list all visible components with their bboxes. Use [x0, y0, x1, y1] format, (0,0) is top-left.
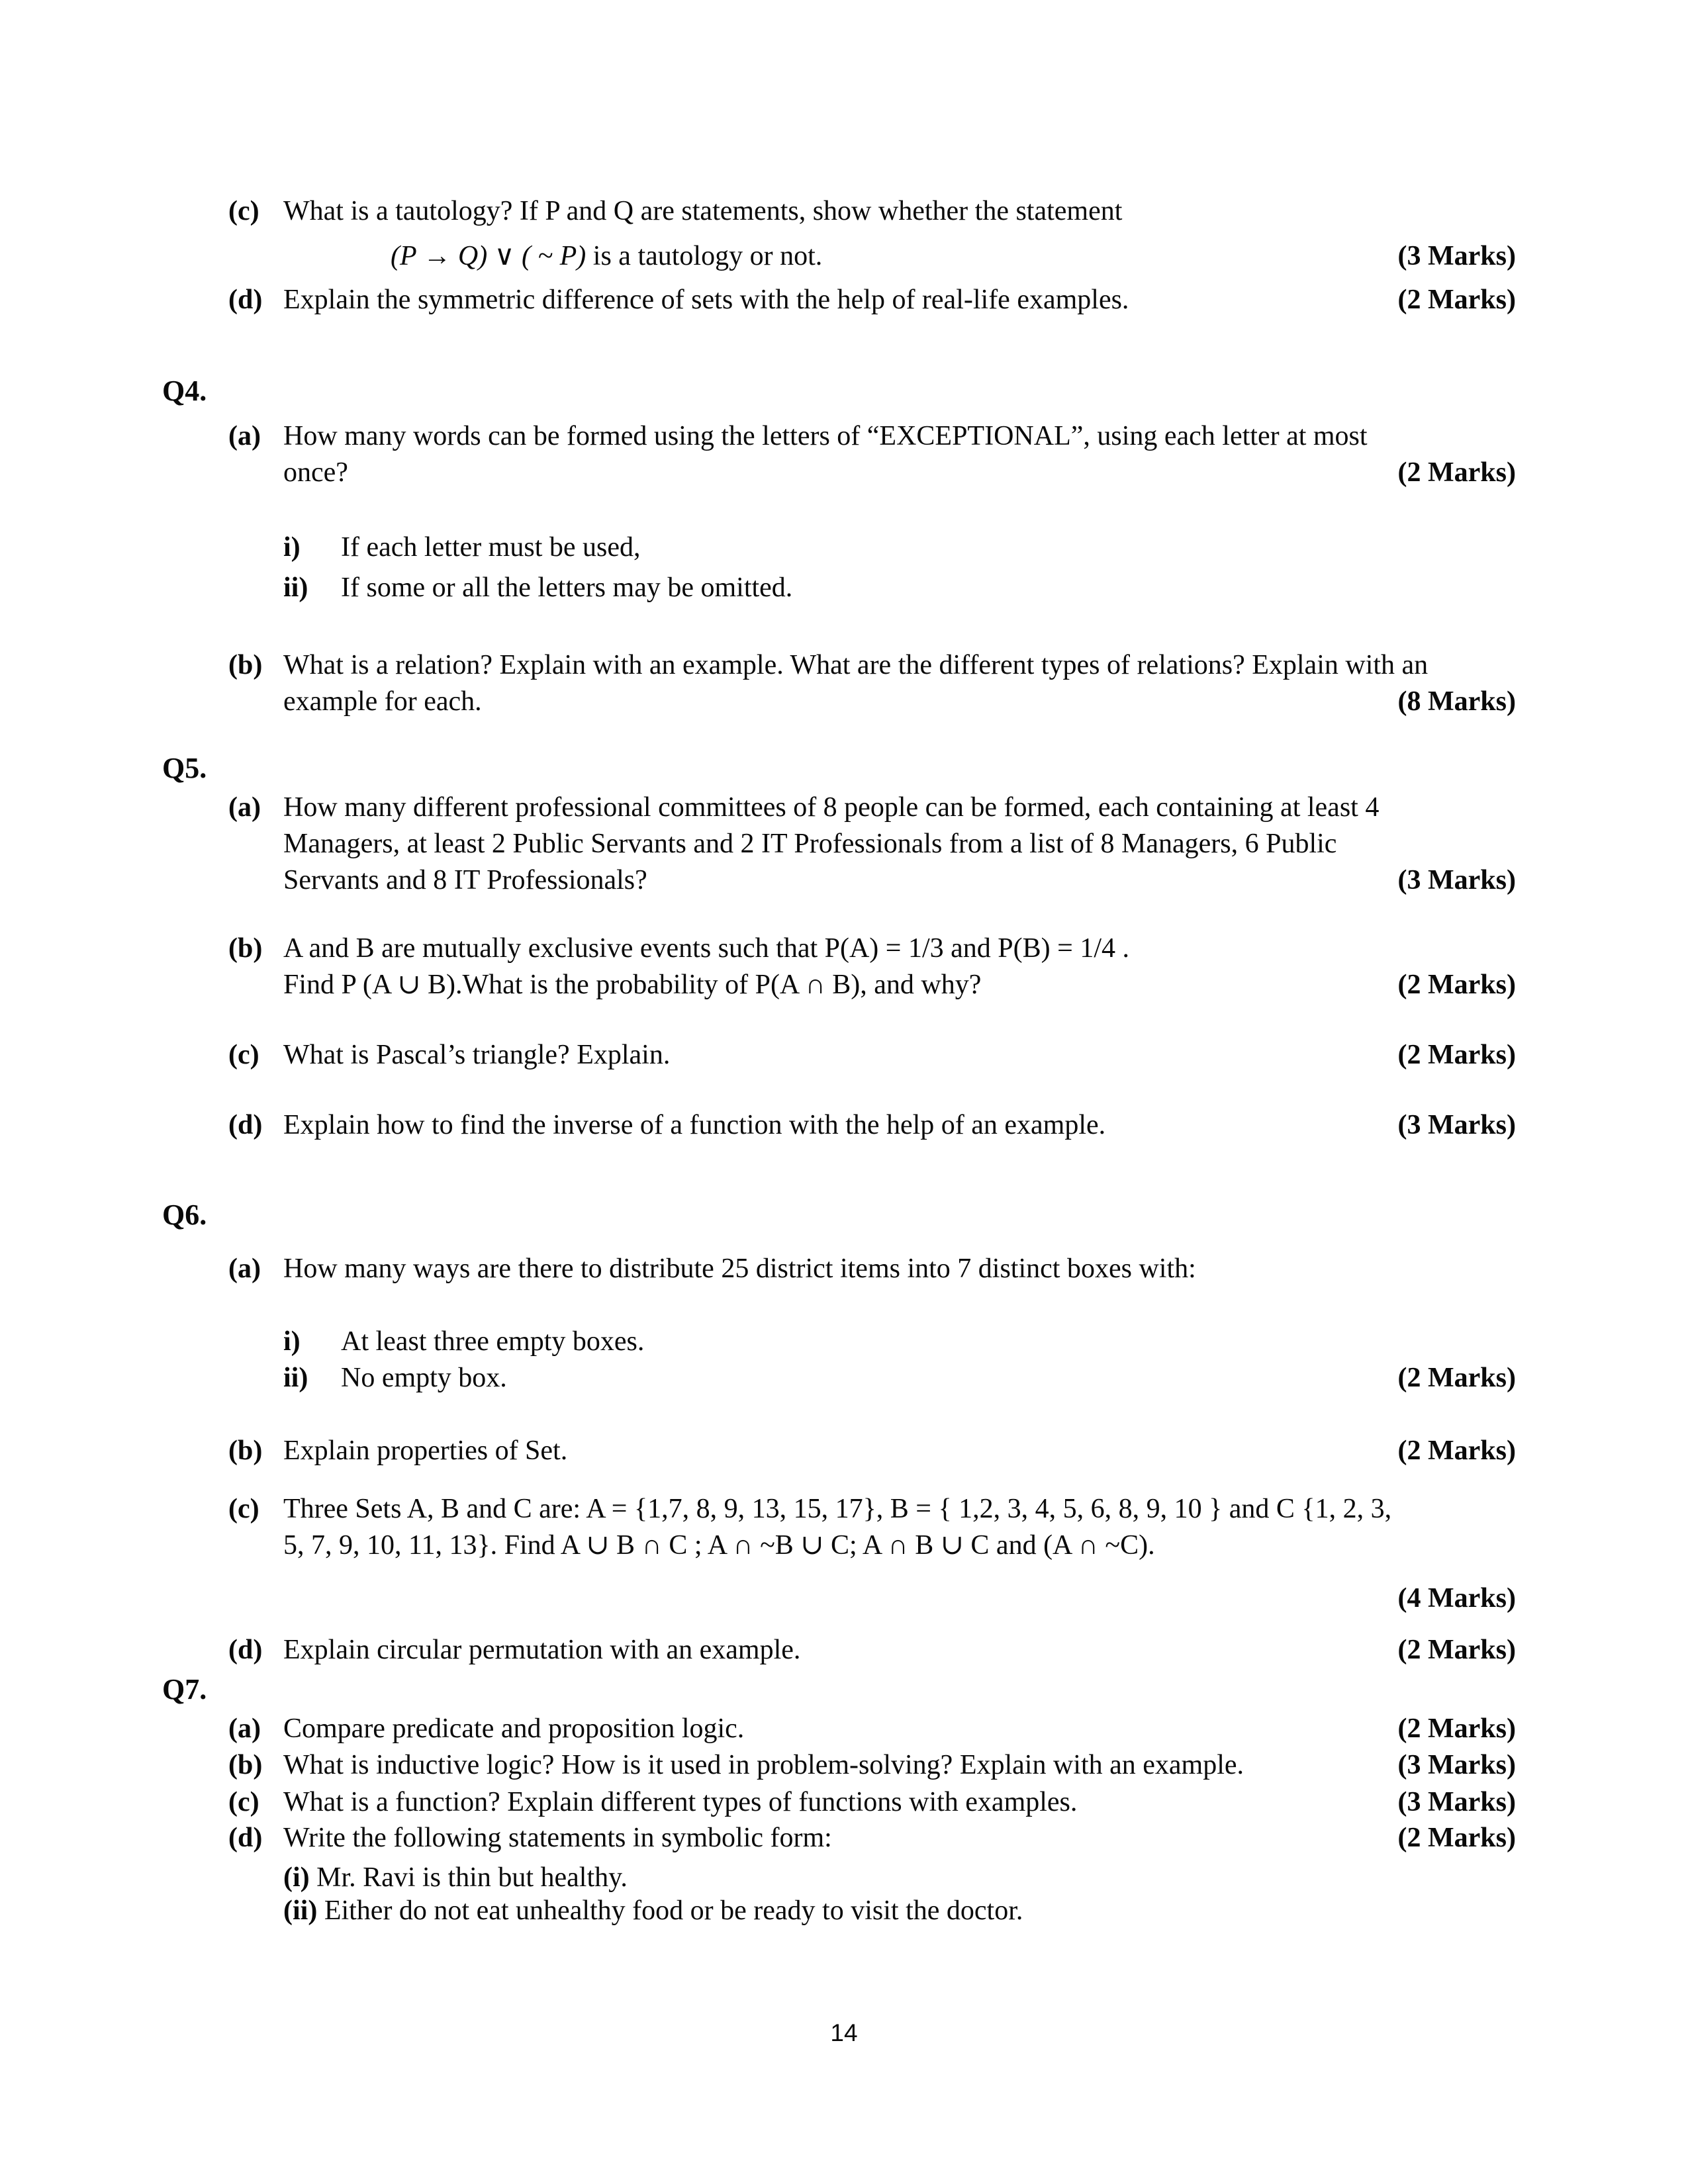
question-text: What is inductive logic? How is it used in problem-solving? Explain with an example. [283, 1750, 1244, 1780]
page-number: 14 [830, 2019, 858, 2046]
question-q4a-sub-ii [228, 570, 1516, 606]
question-text-line: example for each. [283, 686, 482, 717]
question-q5d [228, 1107, 1516, 1144]
question-q6a [228, 1251, 1516, 1287]
marks-badge: (2 Marks) [1397, 1635, 1516, 1665]
question-q7b [228, 1747, 1516, 1784]
subitem-marker: i) [283, 532, 301, 563]
subitem-text: No empty box. [341, 1363, 507, 1393]
question-q6a-sub-ii [228, 1360, 1516, 1396]
subitem-marker: i) [283, 1326, 301, 1357]
question-text: Explain circular permutation with an example. [283, 1635, 801, 1665]
question-text-line: once? [283, 457, 348, 488]
question-q7a [228, 1711, 1516, 1747]
question-text: Compare predicate and proposition logic. [283, 1713, 745, 1744]
item-marker: (b) [228, 1435, 263, 1466]
question-q6c-marks-line [228, 1580, 1516, 1617]
question-text: What is Pascal’s triangle? Explain. [283, 1040, 671, 1070]
subitem-marker: ii) [283, 1363, 308, 1393]
marks-badge: (3 Marks) [1397, 241, 1516, 271]
marks-badge: (3 Marks) [1397, 865, 1516, 895]
item-marker: (c) [228, 1040, 259, 1070]
item-marker: (c) [228, 196, 259, 226]
marks-badge: (2 Marks) [1397, 457, 1516, 488]
question-q3d [228, 282, 1516, 318]
formula-suffix: is a tautology or not. [586, 241, 823, 271]
item-marker: (d) [228, 285, 263, 315]
question-text: What is a function? Explain different types of functions with examples. [283, 1787, 1078, 1817]
subitem-text: At least three empty boxes. [341, 1326, 645, 1357]
question-text: How many ways are there to distribute 25 district items into 7 distinct boxes with: [283, 1253, 1196, 1284]
question-label-q7: Q7. [162, 1673, 207, 1706]
question-q4b [228, 647, 1516, 720]
question-text: Explain the symmetric difference of sets with the help of real-life examples. [283, 285, 1129, 315]
marks-badge: (2 Marks) [1397, 1823, 1516, 1853]
marks-badge: (2 Marks) [1397, 1435, 1516, 1466]
marks-badge: (2 Marks) [1397, 285, 1516, 315]
subitem-text: If each letter must be used, [341, 532, 641, 563]
marks-badge: (8 Marks) [1397, 686, 1516, 717]
question-q5c [228, 1037, 1516, 1073]
question-q7c [228, 1784, 1516, 1821]
marks-badge: (3 Marks) [1397, 1750, 1516, 1780]
question-q3c-formula-line [228, 238, 1516, 275]
item-marker: (d) [228, 1635, 263, 1665]
question-text-line: How many words can be formed using the letters of “EXCEPTIONAL”, using each letter at most [283, 421, 1368, 451]
question-text-line: Find P (A ∪ B).What is the probability of P(A ∩ B), and why? [283, 970, 982, 1000]
marks-badge: (4 Marks) [1397, 1583, 1516, 1614]
question-text-line: 5, 7, 9, 10, 11, 13}. Find A ∪ B ∩ C ; A ∩ ~B ∪ C; A ∩ B ∪ C and (A ∩ ~C). [283, 1530, 1155, 1561]
statement-line [283, 1860, 1516, 1896]
item-marker: (a) [228, 1713, 261, 1744]
question-q6a-sub-i [228, 1324, 1516, 1360]
marks-badge: (3 Marks) [1397, 1110, 1516, 1140]
question-text-line: A and B are mutually exclusive events such that P(A) = 1/3 and P(B) = 1/4 . [283, 933, 1129, 964]
question-q5b [228, 931, 1516, 1003]
logic-formula: (P → Q) ∨ ( ~ P) [391, 241, 586, 271]
question-text-line: Managers, at least 2 Public Servants and 2 IT Professionals from a list of 8 Managers, 6 Public [283, 829, 1337, 859]
item-marker: (b) [228, 650, 263, 680]
item-marker: (b) [228, 933, 263, 964]
marks-badge: (2 Marks) [1397, 970, 1516, 1000]
marks-badge: (2 Marks) [1397, 1713, 1516, 1744]
question-q7d-sub-ii [228, 1893, 1516, 1929]
item-marker: (a) [228, 792, 261, 823]
statement-line [283, 1893, 1516, 1929]
marks-badge: (3 Marks) [1397, 1787, 1516, 1817]
question-q4a-sub-i [228, 529, 1516, 566]
question-q6d [228, 1632, 1516, 1668]
item-marker: (d) [228, 1110, 263, 1140]
item-marker: (d) [228, 1823, 263, 1853]
question-label-q6: Q6. [162, 1199, 207, 1231]
question-text: Write the following statements in symbolic form: [283, 1823, 832, 1853]
question-q6b [228, 1433, 1516, 1469]
subitem-marker: (i) [283, 1862, 310, 1893]
question-q5a [228, 790, 1516, 899]
subitem-text: If some or all the letters may be omitted. [341, 572, 793, 603]
subitem-text: Either do not eat unhealthy food or be ready to visit the doctor. [317, 1895, 1023, 1926]
question-text-line: How many different professional committees of 8 people can be formed, each containing at least 4 [283, 792, 1380, 823]
item-marker: (c) [228, 1494, 259, 1524]
question-text-line: Servants and 8 IT Professionals? [283, 865, 647, 895]
item-marker: (b) [228, 1750, 263, 1780]
question-q7d-sub-i [228, 1860, 1516, 1896]
marks-badge: (2 Marks) [1397, 1040, 1516, 1070]
formula-line [391, 238, 1516, 275]
item-marker: (a) [228, 1253, 261, 1284]
question-q3c [228, 193, 1516, 230]
question-q6c [228, 1491, 1516, 1564]
question-text-line: Three Sets A, B and C are: A = {1,7, 8, 9, 13, 15, 17}, B = { 1,2, 3, 4, 5, 6, 8, 9, 10 } and C {1, 2, 3, [283, 1494, 1392, 1524]
question-q7d [228, 1820, 1516, 1856]
question-label-q5: Q5. [162, 752, 207, 784]
question-text: Explain how to find the inverse of a function with the help of an example. [283, 1110, 1106, 1140]
item-marker: (a) [228, 421, 261, 451]
subitem-marker: (ii) [283, 1895, 318, 1926]
question-q4a [228, 418, 1516, 491]
question-label-q4: Q4. [162, 375, 207, 407]
item-marker: (c) [228, 1787, 259, 1817]
marks-badge: (2 Marks) [1397, 1363, 1516, 1393]
question-text: Explain properties of Set. [283, 1435, 568, 1466]
subitem-text: Mr. Ravi is thin but healthy. [309, 1862, 628, 1893]
question-text: What is a tautology? If P and Q are statements, show whether the statement [283, 196, 1123, 226]
subitem-marker: ii) [283, 572, 308, 603]
question-text-line: What is a relation? Explain with an example. What are the different types of relations? Explain with an [283, 650, 1429, 680]
